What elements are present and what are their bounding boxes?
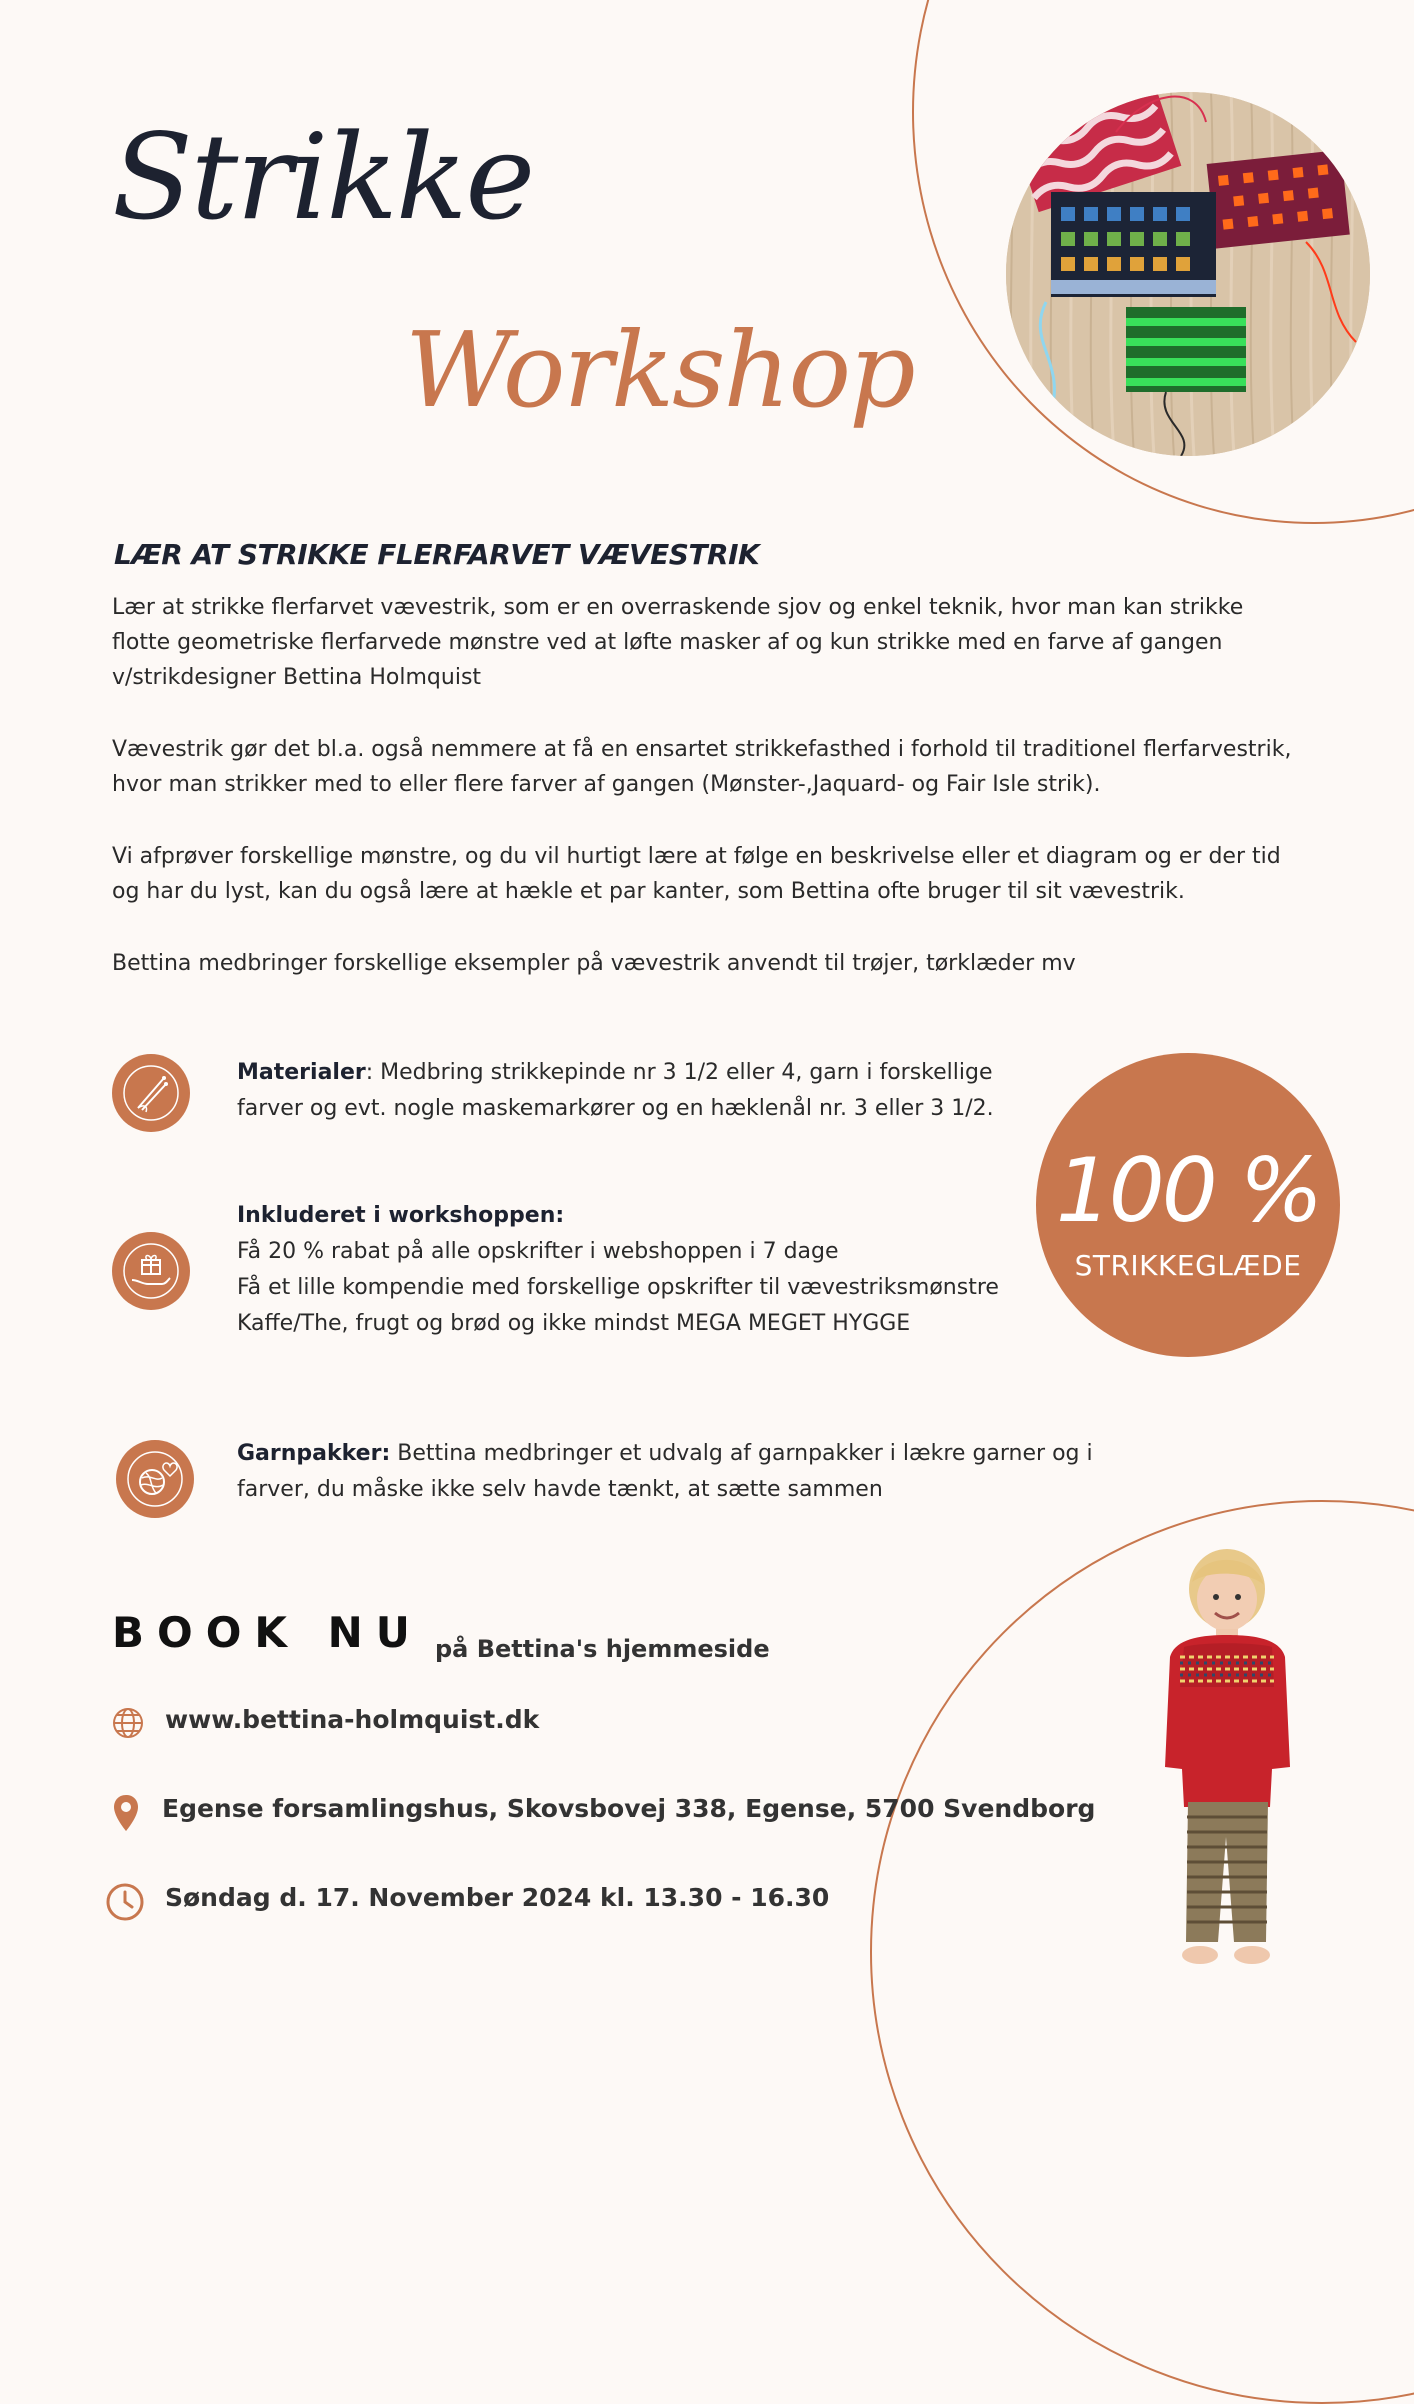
headline: LÆR AT STRIKKE FLERFARVET VÆVESTRIK xyxy=(114,538,760,571)
materials-text xyxy=(237,1055,1057,1127)
yarn-ball-icon xyxy=(116,1440,194,1518)
learning-paragraph: Vi afprøver forskellige mønstre, og du vil hurtigt lære at følge en beskrivelse eller et diagram og er der tid og har du lyst, kan du også lære at hækle et par kanter, som Bettina ofte bruger til sit vævestrik. xyxy=(112,844,1281,904)
included-line-2: Få et lille kompendie med forskellige opskrifter til vævestriksmønstre xyxy=(237,1275,999,1300)
technique-paragraph: Vævestrik gør det bl.a. også nemmere at få en ensartet strikkefasthed i forhold til traditionel flerfarvestrik, hvor man strikker med to eller flere farver af gangen (Mønster-,Jaquard- og Fair Isle strik). xyxy=(112,737,1292,797)
strikkeglaede-badge xyxy=(1036,1053,1340,1357)
materials-label: Materialer xyxy=(237,1060,366,1085)
badge-label: STRIKKEGLÆDE xyxy=(1074,1249,1302,1282)
knitting-needles-icon xyxy=(112,1054,190,1132)
website-link[interactable]: www.bettina-holmquist.dk xyxy=(165,1705,540,1734)
included-label: Inkluderet i workshoppen: xyxy=(237,1203,565,1228)
included-text xyxy=(237,1198,1057,1342)
knitting-swatches-photo xyxy=(1006,92,1370,456)
location-pin-icon xyxy=(112,1793,140,1833)
yarn-text xyxy=(237,1436,1117,1508)
address-text: Egense forsamlingshus, Skovsbovej 338, Egense, 5700 Svendborg xyxy=(162,1794,1096,1823)
book-now-subtitle: på Bettina's hjemmeside xyxy=(435,1635,770,1663)
child-in-sweater-photo xyxy=(1140,1547,1320,1980)
gift-hand-icon xyxy=(112,1232,190,1310)
title-strikke: Strikke xyxy=(112,108,534,246)
yarn-description: Bettina medbringer et udvalg af garnpakker i lækre garner og i farver, du måske ikke selv havde tænkt, at sætte sammen xyxy=(237,1441,1093,1502)
badge-value: 100 % xyxy=(1055,1139,1321,1242)
datetime-text: Søndag d. 17. November 2024 kl. 13.30 - 16.30 xyxy=(165,1883,830,1912)
book-now-heading: BOOK NU xyxy=(112,1608,423,1657)
globe-icon xyxy=(111,1706,145,1740)
yarn-label: Garnpakker: xyxy=(237,1441,391,1466)
intro-paragraph: Lær at strikke flerfarvet vævestrik, som er en overraskende sjov og enkel teknik, hvor man kan strikke flotte geometriske flerfarvede mønstre ved at løfte masker af og kun strikke med en farve af gangen v/strikdesigner Bettina Holmquist xyxy=(112,595,1244,690)
clock-icon xyxy=(105,1882,145,1922)
examples-paragraph: Bettina medbringer forskellige eksempler på vævestrik anvendt til trøjer, tørklæder mv xyxy=(112,951,1076,976)
title-workshop: Workshop xyxy=(405,309,914,431)
included-line-1: Få 20 % rabat på alle opskrifter i webshoppen i 7 dage xyxy=(237,1239,839,1264)
materials-description: : Medbring strikkepinde nr 3 1/2 eller 4, garn i forskellige farver og evt. nogle maskemarkører og en hæklenål nr. 3 eller 3 1/2. xyxy=(237,1060,994,1121)
included-line-3: Kaffe/The, frugt og brød og ikke mindst MEGA MEGET HYGGE xyxy=(237,1311,911,1336)
